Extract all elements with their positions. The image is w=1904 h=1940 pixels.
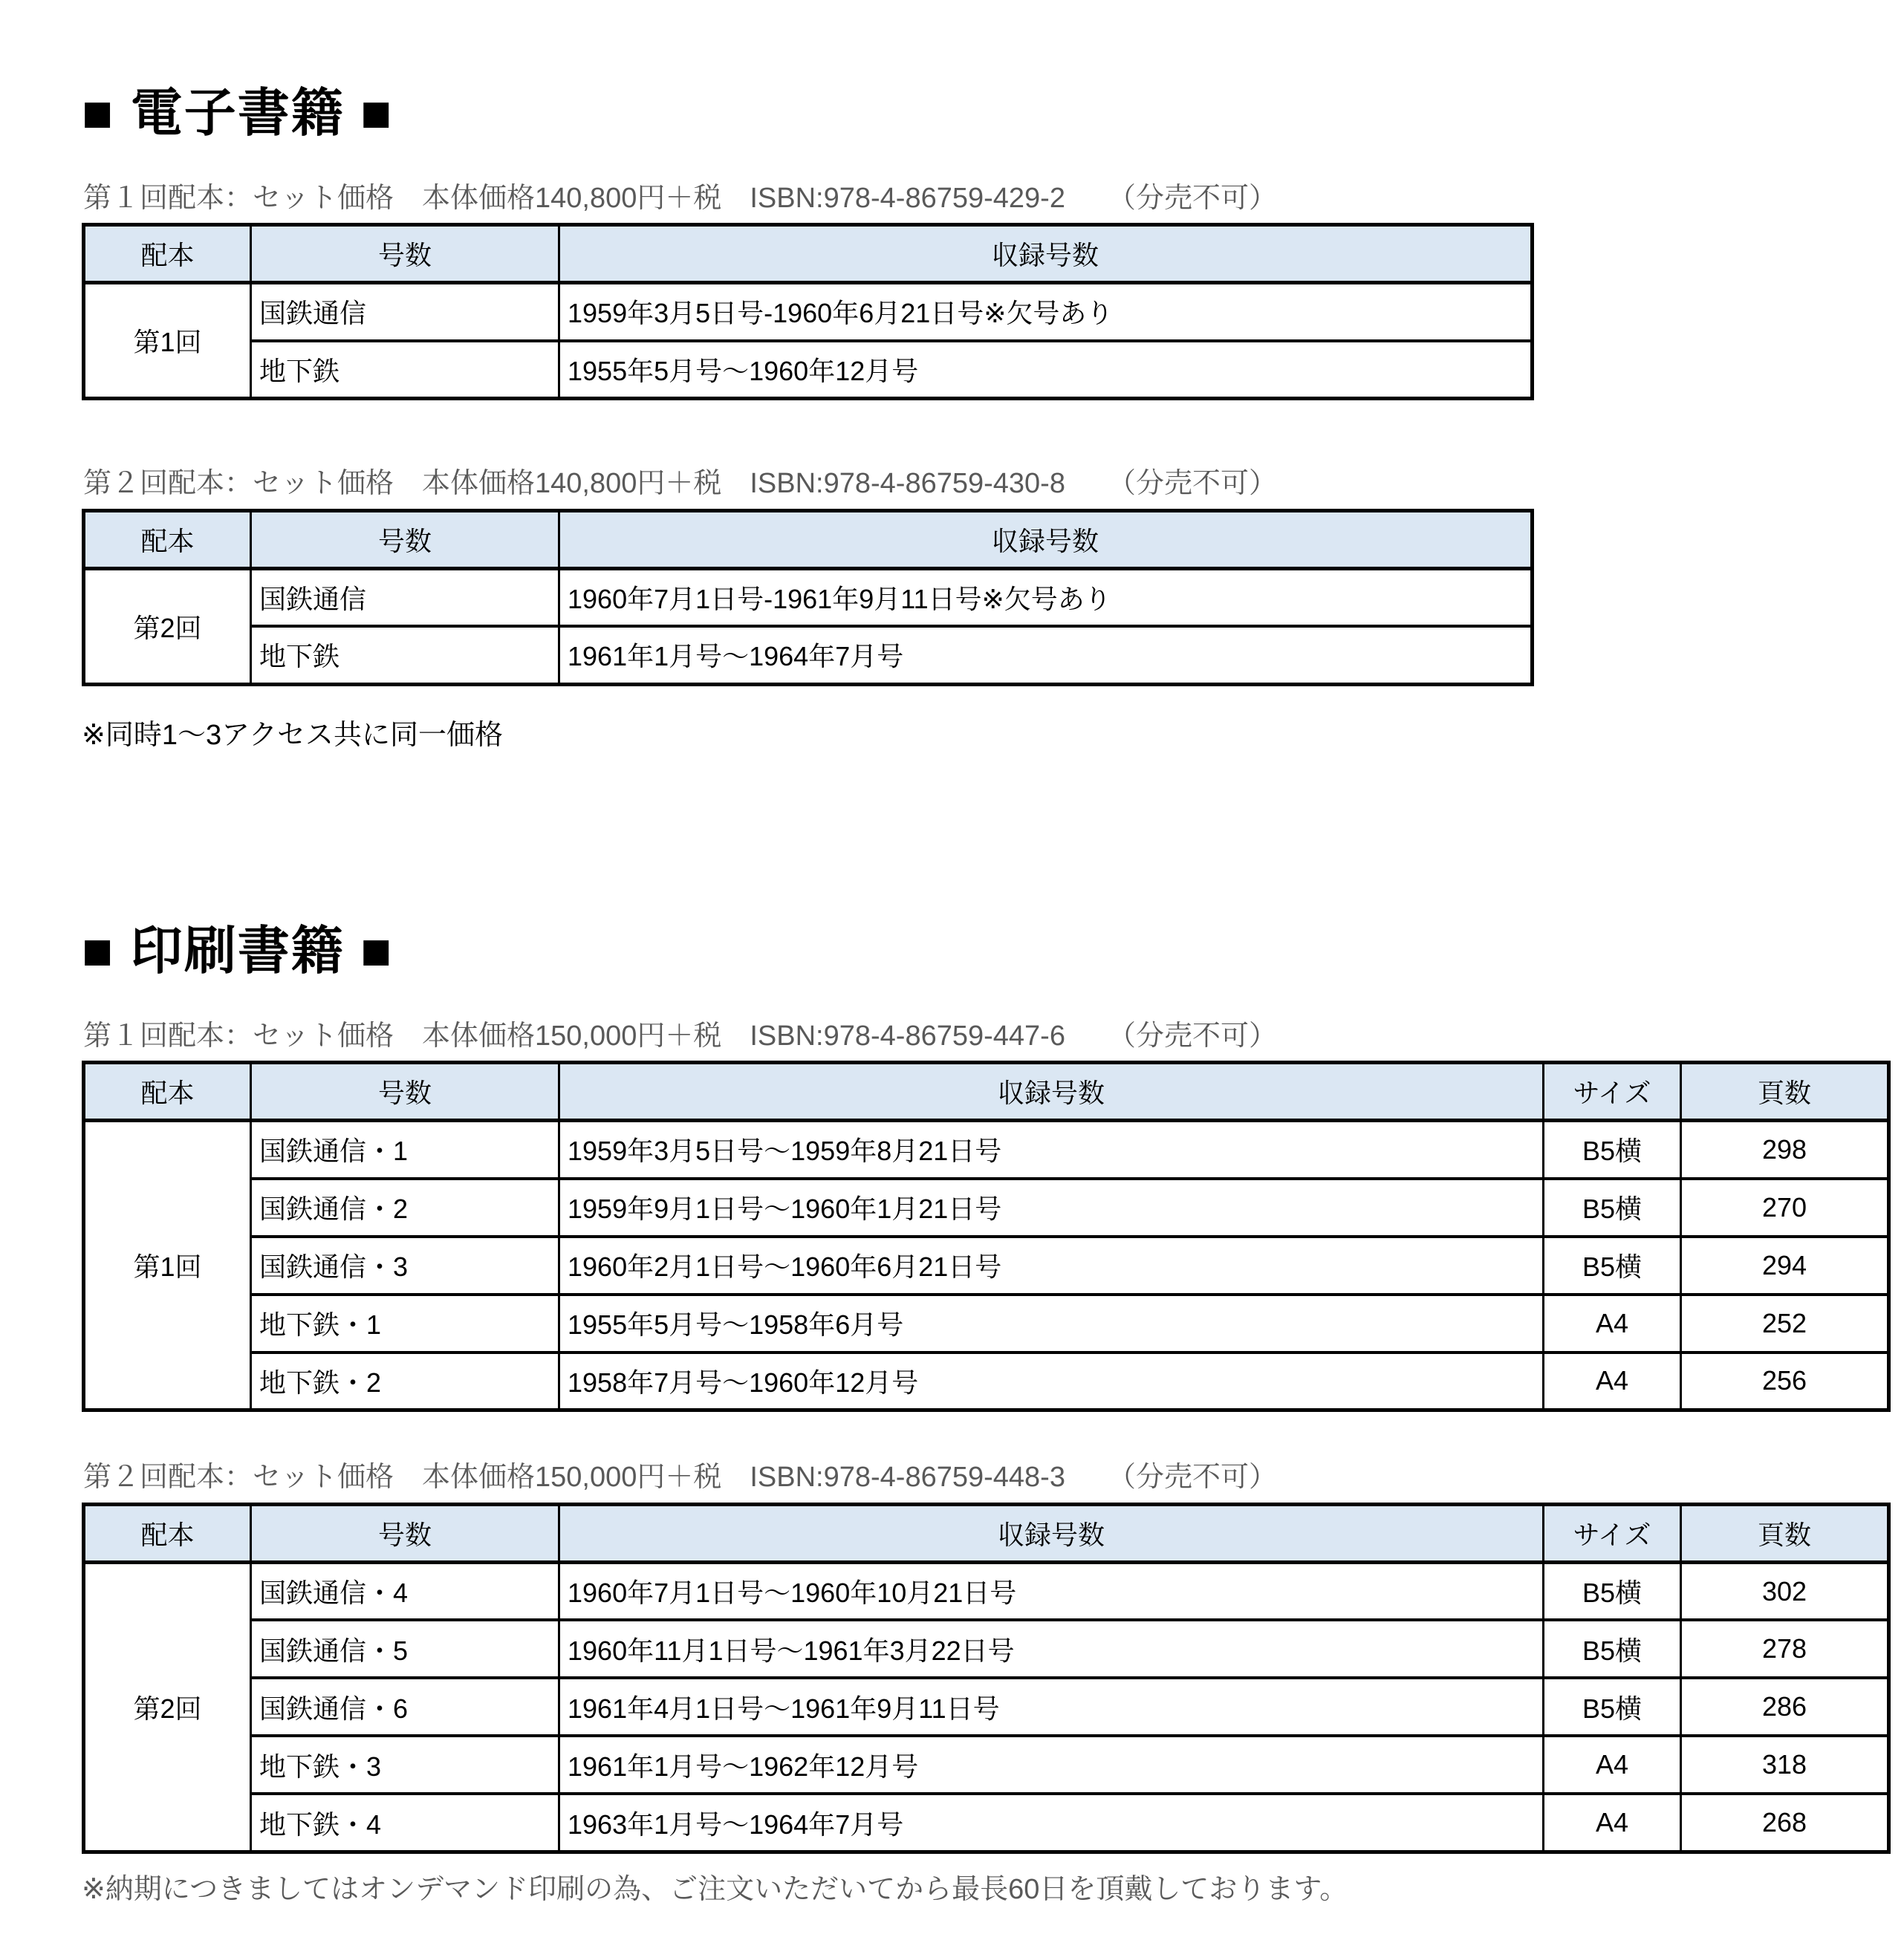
body-cell: B5横: [1544, 1678, 1681, 1736]
body-cell: 1959年3月5日号〜1959年8月21日号: [559, 1121, 1544, 1179]
body-cell: 252: [1681, 1295, 1889, 1353]
body-cell: 国鉄通信・4: [251, 1562, 559, 1620]
body-cell: 1955年5月号〜1958年6月号: [559, 1295, 1544, 1353]
body-cell: 1960年7月1日号〜1960年10月21日号: [559, 1562, 1544, 1620]
ebook-set1-table: [82, 223, 1534, 400]
column-header: 頁数: [1681, 1504, 1889, 1562]
print-set1-table: [82, 1061, 1891, 1412]
body-cell: 1960年2月1日号〜1960年6月21日号: [559, 1237, 1544, 1295]
body-cell: 1960年7月1日号-1961年9月11日号※欠号あり: [559, 568, 1533, 626]
body-cell: 1961年1月号〜1964年7月号: [559, 626, 1533, 684]
body-cell: 地下鉄: [251, 626, 559, 684]
table-row: [84, 568, 1533, 626]
body-cell: 国鉄通信: [251, 283, 559, 341]
table-row: [84, 626, 1533, 684]
group-cell: 第1回: [84, 283, 251, 399]
table-row: [84, 1237, 1889, 1295]
body-cell: B5横: [1544, 1237, 1681, 1295]
body-cell: 1961年1月号〜1962年12月号: [559, 1736, 1544, 1794]
body-cell: 国鉄通信・1: [251, 1121, 559, 1179]
print-note: ※納期につきましてはオンデマンド印刷の為、ご注文いただいてから最長60日を頂戴しております。: [82, 1873, 1348, 1905]
column-header: 頁数: [1681, 1063, 1889, 1121]
column-header: サイズ: [1544, 1504, 1681, 1562]
column-header: 収録号数: [559, 1504, 1544, 1562]
table-row: [84, 1678, 1889, 1736]
group-cell: 第2回: [84, 568, 251, 684]
column-header: 収録号数: [559, 225, 1533, 283]
body-cell: 地下鉄・4: [251, 1794, 559, 1852]
column-header: 配本: [84, 510, 251, 568]
table-row: [84, 1121, 1889, 1179]
ebook-set1-caption: 第１回配本：セット価格 本体価格140,800円＋税 ISBN:978-4-86759-429-2 （分売不可）: [83, 182, 1277, 214]
print-set2-caption: 第２回配本：セット価格 本体価格150,000円＋税 ISBN:978-4-86759-448-3 （分売不可）: [83, 1462, 1277, 1494]
body-cell: 地下鉄・3: [251, 1736, 559, 1794]
body-cell: 地下鉄: [251, 341, 559, 399]
body-cell: 地下鉄・1: [251, 1295, 559, 1353]
body-cell: 286: [1681, 1678, 1889, 1736]
header-row: [84, 510, 1533, 568]
ebook-note: ※同時1〜3アクセス共に同一価格: [82, 719, 503, 751]
body-cell: A4: [1544, 1295, 1681, 1353]
body-cell: 1955年5月号〜1960年12月号: [559, 341, 1533, 399]
table-row: [84, 1620, 1889, 1678]
body-cell: A4: [1544, 1736, 1681, 1794]
body-cell: 1960年11月1日号〜1961年3月22日号: [559, 1620, 1544, 1678]
header-row: [84, 225, 1533, 283]
body-cell: 地下鉄・2: [251, 1353, 559, 1410]
body-cell: 1958年7月号〜1960年12月号: [559, 1353, 1544, 1410]
body-cell: 1959年9月1日号〜1960年1月21日号: [559, 1179, 1544, 1237]
header-row: [84, 1504, 1889, 1562]
column-header: 号数: [251, 510, 559, 568]
table-row: [84, 1562, 1889, 1620]
body-cell: 318: [1681, 1736, 1889, 1794]
section-title-ebook: ■ 電子書籍 ■: [82, 84, 394, 142]
table-row: [84, 1179, 1889, 1237]
body-cell: 1963年1月号〜1964年7月号: [559, 1794, 1544, 1852]
body-cell: 298: [1681, 1121, 1889, 1179]
column-header: 号数: [251, 1504, 559, 1562]
column-header: サイズ: [1544, 1063, 1681, 1121]
group-cell: 第2回: [84, 1562, 251, 1852]
body-cell: 256: [1681, 1353, 1889, 1410]
column-header: 配本: [84, 225, 251, 283]
body-cell: A4: [1544, 1794, 1681, 1852]
body-cell: 国鉄通信・6: [251, 1678, 559, 1736]
body-cell: 国鉄通信: [251, 568, 559, 626]
group-cell: 第1回: [84, 1121, 251, 1410]
table-row: [84, 1736, 1889, 1794]
body-cell: 294: [1681, 1237, 1889, 1295]
body-cell: 1959年3月5日号-1960年6月21日号※欠号あり: [559, 283, 1533, 341]
column-header: 配本: [84, 1504, 251, 1562]
ebook-set2-table: [82, 509, 1534, 686]
ebook-set2-caption: 第２回配本：セット価格 本体価格140,800円＋税 ISBN:978-4-86759-430-8 （分売不可）: [83, 468, 1277, 500]
table-row: [84, 1295, 1889, 1353]
header-row: [84, 1063, 1889, 1121]
column-header: 収録号数: [559, 510, 1533, 568]
body-cell: B5横: [1544, 1121, 1681, 1179]
table-row: [84, 1794, 1889, 1852]
column-header: 号数: [251, 225, 559, 283]
table-row: [84, 283, 1533, 341]
column-header: 号数: [251, 1063, 559, 1121]
body-cell: B5横: [1544, 1179, 1681, 1237]
section-print: [82, 921, 1889, 1908]
table-row: [84, 341, 1533, 399]
section-ebook: [82, 83, 1889, 754]
body-cell: 270: [1681, 1179, 1889, 1237]
column-header: 収録号数: [559, 1063, 1544, 1121]
table-row: [84, 1353, 1889, 1410]
print-set1-caption: 第１回配本：セット価格 本体価格150,000円＋税 ISBN:978-4-86759-447-6 （分売不可）: [83, 1020, 1277, 1052]
body-cell: 国鉄通信・3: [251, 1237, 559, 1295]
body-cell: 国鉄通信・5: [251, 1620, 559, 1678]
print-set2-table: [82, 1503, 1891, 1854]
body-cell: 302: [1681, 1562, 1889, 1620]
body-cell: 278: [1681, 1620, 1889, 1678]
body-cell: A4: [1544, 1353, 1681, 1410]
body-cell: B5横: [1544, 1620, 1681, 1678]
body-cell: 国鉄通信・2: [251, 1179, 559, 1237]
body-cell: B5横: [1544, 1562, 1681, 1620]
body-cell: 268: [1681, 1794, 1889, 1852]
document-page: [82, 83, 1889, 1908]
column-header: 配本: [84, 1063, 251, 1121]
section-title-print: ■ 印刷書籍 ■: [82, 922, 394, 980]
body-cell: 1961年4月1日号〜1961年9月11日号: [559, 1678, 1544, 1736]
